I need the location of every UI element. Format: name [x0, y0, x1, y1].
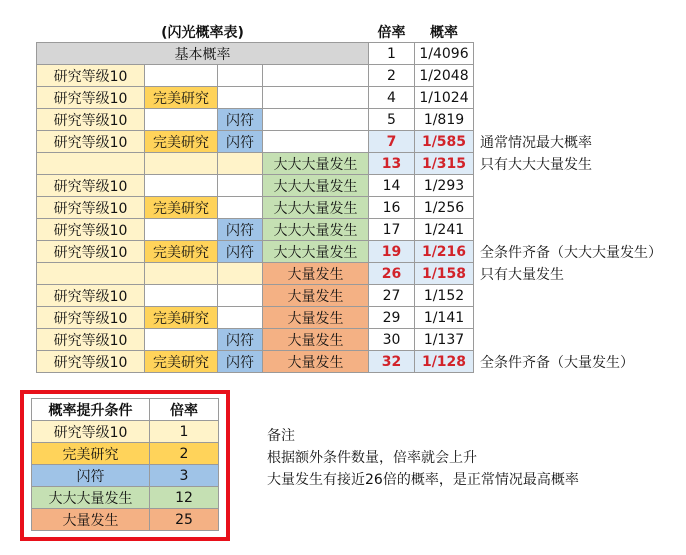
perfect-research-cell: 完美研究 [145, 241, 218, 263]
table-row [37, 351, 681, 373]
outbreak-cell: 大大大量发生 [263, 219, 369, 241]
row-note [474, 329, 681, 351]
row-note [474, 307, 681, 329]
multiplier-header: 倍率 [377, 25, 406, 41]
perfect-research-cell [145, 329, 218, 351]
outbreak-cell [263, 87, 369, 109]
research-level-cell [37, 153, 145, 175]
multiplier-cell: 4 [369, 87, 415, 109]
shiny-charm-cell [218, 307, 263, 329]
probability-cell: 1/241 [415, 219, 474, 241]
shiny-charm-cell [218, 197, 263, 219]
table-row [37, 263, 681, 285]
condition-name: 闪符 [32, 465, 150, 487]
shiny-charm-cell: 闪符 [218, 241, 263, 263]
shiny-charm-cell [218, 153, 263, 175]
research-level-cell: 研究等级10 [37, 87, 145, 109]
condition-header: 概率提升条件 [32, 399, 150, 421]
base-probability-label: 基本概率 [37, 43, 369, 65]
perfect-research-cell [145, 65, 218, 87]
probability-cell: 1/137 [415, 329, 474, 351]
condition-row [32, 509, 219, 531]
probability-cell: 1/158 [415, 263, 474, 285]
shiny-charm-cell [218, 285, 263, 307]
multiplier-cell: 2 [369, 65, 415, 87]
condition-row [32, 487, 219, 509]
research-level-cell: 研究等级10 [37, 65, 145, 87]
condition-row [32, 443, 219, 465]
table-row [37, 131, 681, 153]
outbreak-cell [263, 109, 369, 131]
condition-multiplier: 25 [150, 509, 219, 531]
conditions-header-row [32, 399, 219, 421]
outbreak-cell: 大量发生 [263, 285, 369, 307]
probability-cell: 1/216 [415, 241, 474, 263]
perfect-research-cell [145, 175, 218, 197]
condition-multiplier: 3 [150, 465, 219, 487]
condition-name: 完美研究 [32, 443, 150, 465]
perfect-research-cell [145, 219, 218, 241]
shiny-charm-cell [218, 65, 263, 87]
multiplier-cell: 27 [369, 285, 415, 307]
row-note [474, 65, 681, 87]
multiplier-cell: 32 [369, 351, 415, 373]
research-level-cell: 研究等级10 [37, 329, 145, 351]
condition-name: 大大大量发生 [32, 487, 150, 509]
table-row [37, 43, 681, 65]
shiny-charm-cell: 闪符 [218, 219, 263, 241]
row-note [474, 175, 681, 197]
research-level-cell: 研究等级10 [37, 285, 145, 307]
shiny-charm-cell [218, 263, 263, 285]
shiny-charm-cell: 闪符 [218, 329, 263, 351]
multiplier-cell: 30 [369, 329, 415, 351]
table-row [37, 175, 681, 197]
probability-header: 概率 [430, 25, 458, 41]
table-row [37, 329, 681, 351]
remarks-block [267, 425, 579, 491]
probability-cell: 1/2048 [415, 65, 474, 87]
condition-multiplier: 2 [150, 443, 219, 465]
table-row [37, 285, 681, 307]
table-row [37, 197, 681, 219]
shiny-charm-cell [218, 87, 263, 109]
shiny-charm-cell: 闪符 [218, 131, 263, 153]
multiplier-cell: 7 [369, 131, 415, 153]
shiny-charm-cell: 闪符 [218, 351, 263, 373]
multiplier-cell: 19 [369, 241, 415, 263]
condition-multiplier-header: 倍率 [150, 399, 219, 421]
remarks-line-1: 根据额外条件数量，倍率就会上升 [267, 450, 477, 466]
remarks-title: 备注 [267, 428, 295, 444]
table-row [37, 65, 681, 87]
research-level-cell: 研究等级10 [37, 197, 145, 219]
condition-name: 大量发生 [32, 509, 150, 531]
perfect-research-cell [145, 153, 218, 175]
row-note [474, 285, 681, 307]
research-level-cell: 研究等级10 [37, 219, 145, 241]
table-header-row [37, 22, 681, 43]
perfect-research-cell: 完美研究 [145, 351, 218, 373]
row-note: 只有大大大量发生 [480, 156, 592, 173]
row-note [474, 219, 681, 241]
outbreak-cell: 大量发生 [263, 329, 369, 351]
row-note: 通常情况最大概率 [480, 134, 592, 151]
table-row [37, 241, 681, 263]
shiny-charm-cell: 闪符 [218, 109, 263, 131]
table-row [37, 307, 681, 329]
perfect-research-cell [145, 109, 218, 131]
condition-row [32, 421, 219, 443]
multiplier-cell: 16 [369, 197, 415, 219]
table-row [37, 87, 681, 109]
probability-cell: 1/256 [415, 197, 474, 219]
research-level-cell: 研究等级10 [37, 175, 145, 197]
remarks-line-2: 大量发生有接近26倍的概率，是正常情况最高概率 [267, 472, 579, 488]
row-note [474, 109, 681, 131]
probability-cell: 1/315 [415, 153, 474, 175]
row-note [474, 197, 681, 219]
research-level-cell: 研究等级10 [37, 241, 145, 263]
multiplier-cell: 26 [369, 263, 415, 285]
outbreak-cell [263, 65, 369, 87]
probability-cell: 1/128 [415, 351, 474, 373]
probability-cell: 1/4096 [415, 43, 474, 65]
perfect-research-cell [145, 285, 218, 307]
outbreak-cell: 大量发生 [263, 263, 369, 285]
probability-cell: 1/152 [415, 285, 474, 307]
outbreak-cell: 大量发生 [263, 307, 369, 329]
probability-cell: 1/585 [415, 131, 474, 153]
outbreak-cell: 大大大量发生 [263, 197, 369, 219]
condition-row [32, 465, 219, 487]
multiplier-cell: 13 [369, 153, 415, 175]
probability-cell: 1/293 [415, 175, 474, 197]
outbreak-cell: 大量发生 [263, 351, 369, 373]
probability-cell: 1/1024 [415, 87, 474, 109]
research-level-cell: 研究等级10 [37, 307, 145, 329]
row-note: 全条件齐备（大量发生） [480, 354, 634, 371]
outbreak-cell: 大大大量发生 [263, 153, 369, 175]
table-title: (闪光概率表) [161, 25, 244, 41]
multiplier-cell: 29 [369, 307, 415, 329]
shiny-probability-table [36, 22, 681, 373]
table-row [37, 109, 681, 131]
row-note: 只有大量发生 [480, 266, 564, 283]
condition-multiplier: 1 [150, 421, 219, 443]
outbreak-cell [263, 131, 369, 153]
shiny-charm-cell [218, 175, 263, 197]
table-row [37, 153, 681, 175]
perfect-research-cell: 完美研究 [145, 307, 218, 329]
outbreak-cell: 大大大量发生 [263, 175, 369, 197]
perfect-research-cell: 完美研究 [145, 197, 218, 219]
table-row [37, 219, 681, 241]
row-note [474, 43, 681, 65]
multiplier-cell: 14 [369, 175, 415, 197]
condition-multiplier: 12 [150, 487, 219, 509]
research-level-cell: 研究等级10 [37, 109, 145, 131]
multiplier-cell: 1 [369, 43, 415, 65]
perfect-research-cell: 完美研究 [145, 87, 218, 109]
research-level-cell: 研究等级10 [37, 351, 145, 373]
probability-cell: 1/141 [415, 307, 474, 329]
outbreak-cell: 大大大量发生 [263, 241, 369, 263]
research-level-cell [37, 263, 145, 285]
multiplier-cell: 5 [369, 109, 415, 131]
conditions-table [31, 398, 219, 531]
row-note [474, 87, 681, 109]
multiplier-cell: 17 [369, 219, 415, 241]
perfect-research-cell: 完美研究 [145, 131, 218, 153]
condition-name: 研究等级10 [32, 421, 150, 443]
probability-cell: 1/819 [415, 109, 474, 131]
research-level-cell: 研究等级10 [37, 131, 145, 153]
perfect-research-cell [145, 263, 218, 285]
row-note: 全条件齐备（大大大量发生） [480, 244, 662, 261]
